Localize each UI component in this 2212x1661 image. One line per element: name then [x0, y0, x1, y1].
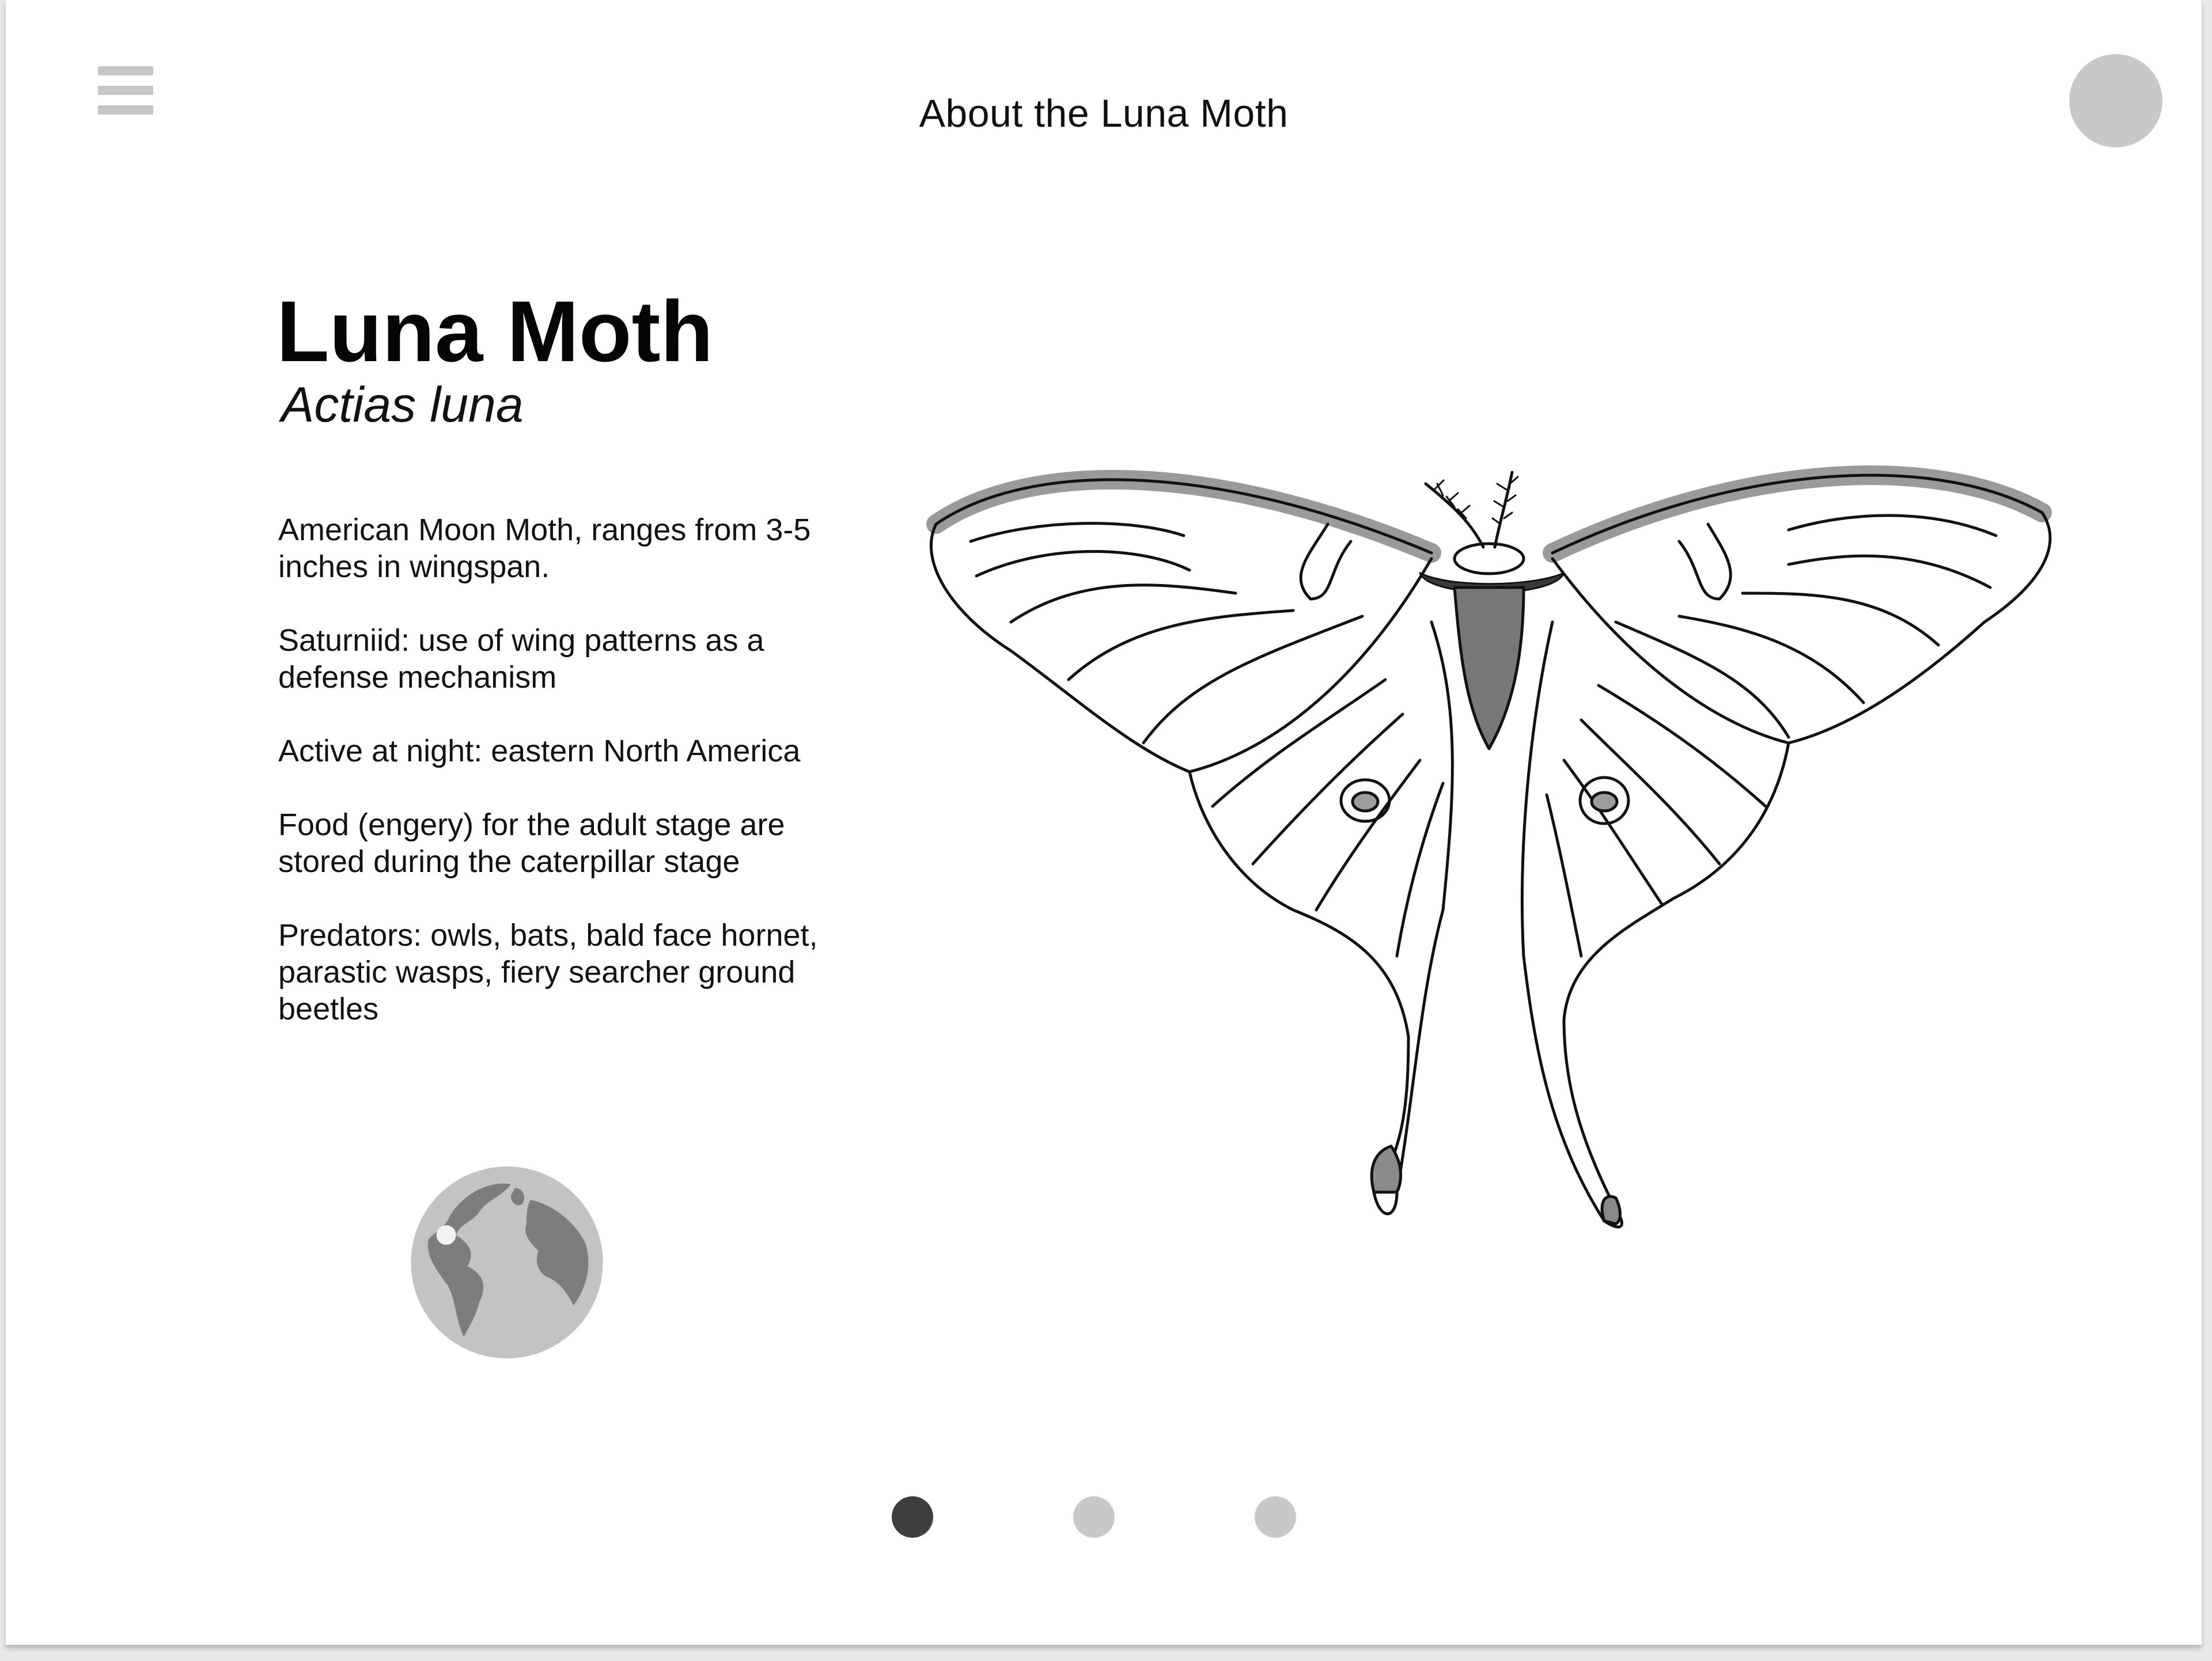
avatar[interactable]: [2069, 54, 2162, 147]
pagination: [6, 1496, 2202, 1538]
luna-moth-illustration: [913, 449, 2071, 1296]
page-dot-1[interactable]: [892, 1496, 933, 1538]
species-common-name: Luna Moth: [276, 283, 714, 380]
fact-item: American Moon Moth, ranges from 3-5 inches in wingspan.: [278, 513, 811, 584]
fact-item: Active at night: eastern North America: [278, 734, 801, 768]
page-dot-2[interactable]: [1073, 1496, 1115, 1538]
species-scientific-name: Actias luna: [281, 377, 524, 433]
globe-icon[interactable]: [409, 1165, 605, 1360]
fact-item: Food (engery) for the adult stage are stored during the caterpillar stage: [278, 807, 785, 879]
page-dot-3[interactable]: [1255, 1496, 1296, 1538]
app-screen: [6, 0, 2202, 1645]
page-title: About the Luna Moth: [919, 92, 1289, 135]
fact-item: Saturniid: use of wing patterns as a defense mechanism: [278, 623, 764, 695]
fact-list: [278, 511, 854, 1064]
fact-item: Predators: owls, bats, bald face hornet, parastic wasps, fiery searcher ground beetles: [278, 918, 818, 1026]
